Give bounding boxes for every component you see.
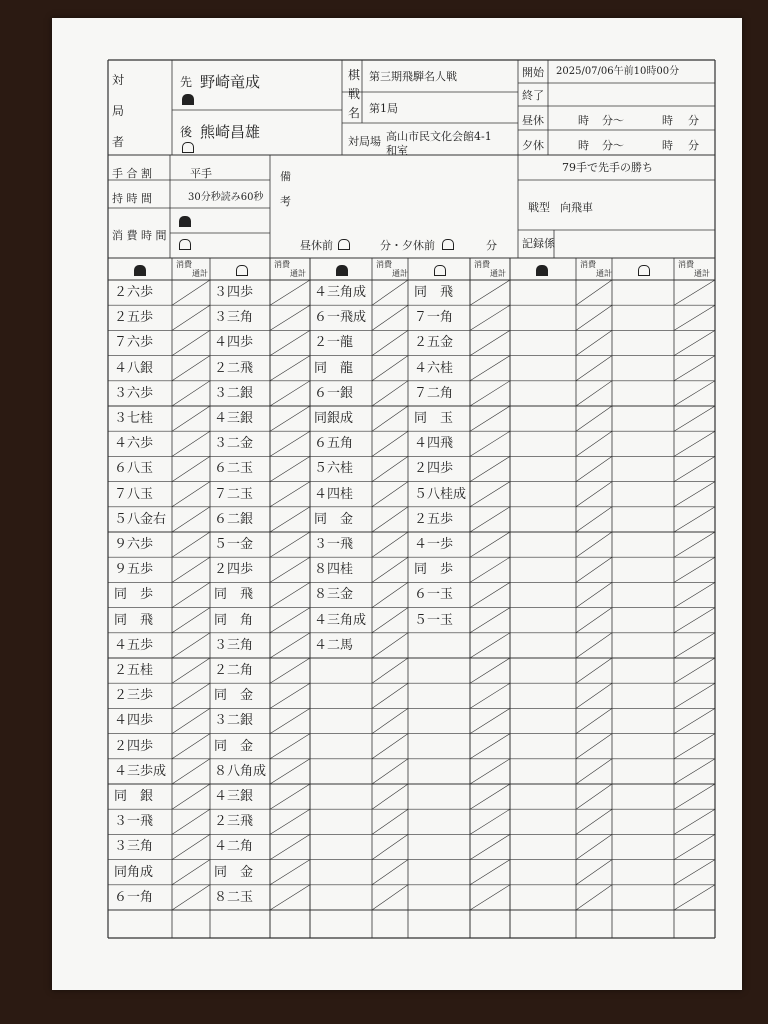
kisen-label-3: 名 xyxy=(348,106,361,120)
taikyokusha-label-1: 対 xyxy=(112,73,125,87)
move-cell: ４四桂 xyxy=(314,486,354,502)
move-cell: ５六桂 xyxy=(314,461,354,477)
move-cell: ３二銀 xyxy=(214,385,254,401)
move-cell: ４八銀 xyxy=(114,360,154,376)
header-cumulative: 通計 xyxy=(596,269,612,278)
evening-time-min2: 分 xyxy=(688,139,699,152)
header-consumed-2: 消費 xyxy=(274,260,290,269)
move-cell: ２二角 xyxy=(214,663,254,678)
move-cell: ４三銀 xyxy=(214,411,254,426)
move-cell: ４三角成 xyxy=(314,285,367,300)
handicap-value: 平手 xyxy=(190,167,212,180)
move-cell: 同 龍 xyxy=(314,360,354,376)
move-cell: ６一玉 xyxy=(414,587,454,603)
move-cell: ３六歩 xyxy=(114,385,154,401)
kisen-name: 第三期飛騨名人戦 xyxy=(369,70,457,83)
time-value: 30分秒読み60秒 xyxy=(188,192,264,203)
move-cell: ７二角 xyxy=(414,385,454,401)
move-cell: ７二玉 xyxy=(214,486,254,502)
move-cell: 同 金 xyxy=(214,688,254,704)
lunch-time-hour: 時 xyxy=(578,114,589,127)
move-cell: ２四歩 xyxy=(414,461,454,477)
move-cell: ４三銀 xyxy=(214,789,254,804)
move-cell: ４五歩 xyxy=(114,637,154,653)
move-cell: ４六桂 xyxy=(414,360,454,376)
move-cell: ７一角 xyxy=(414,310,454,326)
move-cell: ４一歩 xyxy=(414,537,454,552)
handicap-label: 手 合 割 xyxy=(112,167,152,180)
move-cell: 同 金 xyxy=(314,511,354,527)
move-cell: ５一玉 xyxy=(414,612,454,628)
move-cell: ５八金右 xyxy=(114,511,167,527)
header-cumulative-2: 通計 xyxy=(694,269,710,278)
move-table xyxy=(52,18,742,990)
move-cell: ６二玉 xyxy=(214,461,254,477)
score-sheet xyxy=(52,18,742,990)
lunch-time-min2: 分 xyxy=(688,114,699,127)
move-cell: ５一金 xyxy=(214,537,254,552)
kisen-label-1: 棋 xyxy=(348,68,361,82)
round: 第1局 xyxy=(369,102,398,115)
header-gote-icon xyxy=(638,265,650,276)
taikyokusha-label-3: 者 xyxy=(112,135,125,149)
move-cell: ９六歩 xyxy=(114,537,154,552)
move-cell: ２三飛 xyxy=(214,814,254,830)
move-cell: ８八角成 xyxy=(214,763,267,779)
move-cell: ２五歩 xyxy=(114,310,154,326)
move-cell: 同 飛 xyxy=(114,612,154,628)
header-consumed-2: 消費 xyxy=(678,260,694,269)
venue-line-1: 高山市民文化会館4-1 xyxy=(386,130,492,143)
header-sente-icon xyxy=(336,265,348,276)
venue-line-2: 和室 xyxy=(386,144,408,157)
move-cell: 同 銀 xyxy=(114,789,154,804)
venue-label: 対局場 xyxy=(348,135,381,148)
lunch-label: 昼休 xyxy=(522,114,544,127)
move-cell: 同 歩 xyxy=(414,562,454,578)
kisen-label-2: 戦 xyxy=(348,87,361,101)
move-cell: ６一飛成 xyxy=(314,310,367,326)
move-cell: ６五角 xyxy=(314,436,354,452)
move-cell: ９五歩 xyxy=(114,562,154,578)
move-cell: ４四歩 xyxy=(214,335,254,351)
move-cell: ３一飛 xyxy=(314,537,354,552)
move-cell: ２四歩 xyxy=(214,562,254,578)
header-gote-icon xyxy=(236,265,248,276)
move-cell: 同 飛 xyxy=(214,587,254,603)
move-cell: ８四桂 xyxy=(314,562,354,578)
lunch-time-hour2: 時 xyxy=(662,114,673,127)
move-cell: ３七桂 xyxy=(114,411,154,426)
move-cell: ６二銀 xyxy=(214,511,254,527)
move-cell: ２六歩 xyxy=(114,285,154,300)
move-cell: 同 金 xyxy=(214,738,254,754)
move-cell: 同 金 xyxy=(214,864,254,880)
header-cumulative-2: 通計 xyxy=(290,269,306,278)
move-cell: ８三金 xyxy=(314,587,354,603)
move-cell: ７八玉 xyxy=(114,486,154,502)
breaks-min-label: 分 xyxy=(486,239,497,252)
move-cell: 同銀成 xyxy=(314,411,354,426)
header-cumulative: 通計 xyxy=(392,269,408,278)
move-cell: ３一飛 xyxy=(114,814,154,830)
header-cumulative: 通計 xyxy=(192,269,208,278)
recorder-label: 記録係 xyxy=(522,237,555,250)
sente-label: 先 xyxy=(180,75,193,89)
move-cell: ６一銀 xyxy=(314,385,354,401)
end-label: 終了 xyxy=(522,89,544,102)
move-cell: ８二玉 xyxy=(214,889,254,905)
evening-time-min: 分〜 xyxy=(602,139,624,152)
move-cell: ６八玉 xyxy=(114,461,154,477)
evening-label: 夕休 xyxy=(522,139,544,152)
header-sente-icon xyxy=(536,265,548,276)
move-cell: ２一龍 xyxy=(314,335,354,351)
lunch-time-min: 分〜 xyxy=(602,114,624,127)
gote-name: 熊崎昌雄 xyxy=(200,123,261,141)
move-cell: ３三角 xyxy=(114,839,154,855)
gote-label: 後 xyxy=(180,125,193,139)
result: 79手で先手の勝ち xyxy=(562,161,653,174)
breaks-lunch-label: 昼休前 xyxy=(300,239,333,252)
header-consumed-2: 消費 xyxy=(474,260,490,269)
evening-time-hour: 時 xyxy=(578,139,589,152)
move-cell: ３二金 xyxy=(214,436,254,452)
header-gote-icon xyxy=(434,265,446,276)
move-cell: ３二銀 xyxy=(214,713,254,729)
move-cell: ４二角 xyxy=(214,839,254,855)
remarks-label-2: 考 xyxy=(280,195,291,208)
move-cell: ３四歩 xyxy=(214,285,254,300)
move-cell: ５八桂成 xyxy=(414,486,467,502)
start-label: 開始 xyxy=(522,66,544,79)
move-cell: ４四歩 xyxy=(114,713,154,729)
remarks-label-1: 備 xyxy=(280,170,291,183)
move-cell: ３三角 xyxy=(214,310,254,326)
move-cell: ４四飛 xyxy=(414,436,454,452)
move-cell: 同 飛 xyxy=(414,285,454,300)
move-cell: ４三角成 xyxy=(314,612,367,628)
sente-name: 野崎竜成 xyxy=(200,73,261,91)
move-cell: ２五金 xyxy=(414,335,454,351)
move-cell: 同 歩 xyxy=(114,587,154,603)
move-cell: ４三歩成 xyxy=(114,763,167,779)
move-cell: 同 角 xyxy=(214,612,254,628)
move-cell: ４六歩 xyxy=(114,436,154,452)
move-cell: ６一角 xyxy=(114,889,154,905)
evening-time-hour2: 時 xyxy=(662,139,673,152)
move-cell: ２四歩 xyxy=(114,738,154,754)
move-cell: 同角成 xyxy=(114,864,154,880)
header-sente-icon xyxy=(134,265,146,276)
move-cell: ３三角 xyxy=(214,637,254,653)
start-value: 2025/07/06午前10時00分 xyxy=(556,66,680,77)
strategy-value: 向飛車 xyxy=(560,201,593,214)
move-cell: 同 玉 xyxy=(414,411,454,426)
breaks-evening-label: 分・夕休前 xyxy=(380,239,435,252)
move-cell: ２五桂 xyxy=(114,663,154,678)
move-cell: ７六歩 xyxy=(114,335,154,351)
header-cumulative-2: 通計 xyxy=(490,269,506,278)
header-consumed: 消費 xyxy=(176,260,192,269)
move-cell: ２二飛 xyxy=(214,360,254,376)
move-cell: ２三歩 xyxy=(114,688,154,704)
time-label: 持 時 間 xyxy=(112,192,152,205)
consumed-label: 消 費 時 間 xyxy=(112,229,167,242)
header-consumed: 消費 xyxy=(580,260,596,269)
move-cell: ４二馬 xyxy=(314,637,354,653)
move-cell: ２五歩 xyxy=(414,511,454,527)
taikyokusha-label-2: 局 xyxy=(112,104,125,118)
header-consumed: 消費 xyxy=(376,260,392,269)
strategy-label: 戦型 xyxy=(528,201,550,214)
